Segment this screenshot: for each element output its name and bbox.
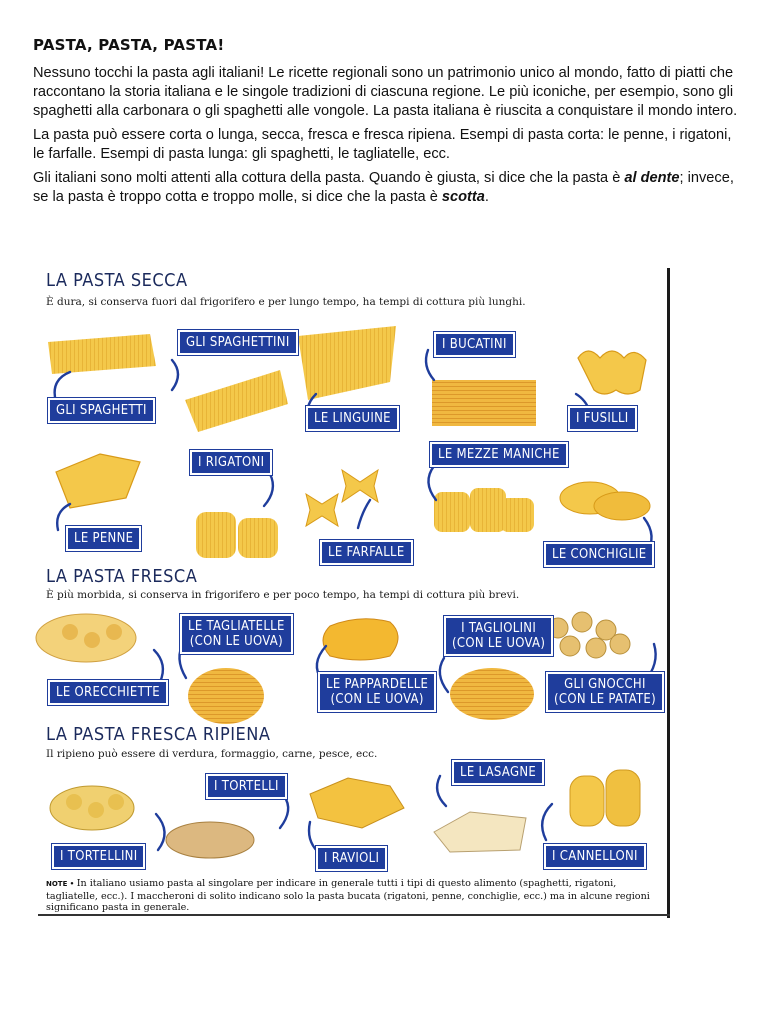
cooking-text-1: Gli italiani sono molti attenti alla cottura della pasta. Quando è giusta, si dice che la pasta è (33, 170, 625, 186)
label-rigatoni: I RIGATONI (190, 450, 272, 475)
arrow-tagliolini (440, 658, 448, 692)
arrow-mezze-maniche (428, 466, 436, 500)
label-fusilli: I FUSILLI (568, 406, 637, 431)
footnote-head: NOTE • (46, 880, 77, 888)
cooking-text-3: . (484, 189, 489, 205)
section-desc-ripiena: Il ripieno può essere di verdura, formaggio, carne, pesce, ecc. (46, 748, 378, 760)
al-dente-term: al dente (624, 170, 680, 186)
label-mezze-maniche: LE MEZZE MANICHE (430, 442, 568, 467)
label-orecchiette: LE ORECCHIETTE (48, 680, 168, 705)
label-tagliatelle (180, 614, 293, 654)
label-gnocchi-line2: (CON LE PATATE) (554, 692, 656, 707)
arrow-spaghettini (172, 360, 178, 390)
scotta-term: scotta (441, 189, 485, 205)
section-desc-secca: È dura, si conserva fuori dal frigorifero e per lungo tempo, ha tempi di cottura più lunghi. (46, 296, 526, 308)
section-title-secca: LA PASTA SECCA (46, 270, 188, 291)
label-tortellini: I TORTELLINI (52, 844, 145, 869)
label-tortelli: I TORTELLI (206, 774, 287, 799)
label-tagliatelle-line1: LE TAGLIATELLE (188, 619, 285, 634)
arrow-tortelli (280, 796, 288, 828)
paragraph-intro: Nessuno tocchi la pasta agli italiani! Le ricette regionali sono un patrimonio unico al mondo, fatto di piatti che raccontano la storia italiana e le singole tradizioni di ciascuna regione. Le più iconiche, per esempio, sono gli spaghetti alla carbonara o gli spaghetti alle vongole. La pasta italiana è riuscita a conquistare il mondo intero. (33, 65, 738, 119)
label-gnocchi (546, 672, 664, 712)
label-tagliolini (444, 616, 553, 656)
label-pappardelle (318, 672, 436, 712)
label-penne: LE PENNE (66, 526, 141, 551)
paragraph-cooking (33, 169, 745, 207)
arrow-tortellini (156, 814, 165, 850)
label-tagliolini-line2: (CON LE UOVA) (452, 636, 546, 651)
page-title: PASTA, PASTA, PASTA! (33, 36, 225, 54)
label-spaghetti: GLI SPAGHETTI (48, 398, 155, 423)
footnote (46, 878, 666, 914)
label-farfalle: LE FARFALLE (320, 540, 413, 565)
label-conchiglie: LE CONCHIGLIE (544, 542, 654, 567)
label-bucatini: I BUCATINI (434, 332, 515, 357)
arrow-cannelloni (542, 804, 552, 840)
label-pappardelle-line2: (CON LE UOVA) (330, 692, 424, 707)
arrow-farfalle (358, 500, 370, 528)
label-pappardelle-line1: LE PAPPARDELLE (326, 677, 429, 692)
arrow-bucatini (426, 350, 434, 380)
label-ravioli: I RAVIOLI (316, 846, 387, 871)
arrow-orecchiette (154, 650, 163, 682)
label-gnocchi-line1: GLI GNOCCHI (564, 677, 646, 692)
label-tagliolini-line1: I TAGLIOLINI (461, 621, 537, 636)
cooking-text-2: ; invece, se la pasta è troppo cotta e troppo molle, si dice che la pasta è (33, 170, 734, 205)
section-desc-fresca: È più morbida, si conserva in frigorifero e per poco tempo, ha tempi di cottura più brevi. (46, 589, 520, 601)
label-linguine: LE LINGUINE (306, 406, 399, 431)
label-spaghettini: GLI SPAGHETTINI (178, 330, 298, 355)
label-cannelloni: I CANNELLONI (544, 844, 646, 869)
section-title-ripiena: LA PASTA FRESCA RIPIENA (46, 724, 271, 745)
arrow-lasagne (437, 776, 446, 806)
pasta-infographic (30, 262, 670, 928)
footnote-text: In italiano usiamo pasta al singolare per indicare in generale tutti i tipi di questo alimento (spaghetti, rigatoni, tagliatelle, ecc.). I maccheroni di solito indicano solo la pasta bucata (rigatoni, penne, conchiglie, ecc.) ma in alcune regioni significano pasta in generale. (46, 878, 650, 913)
document-body (33, 36, 745, 212)
section-title-fresca: LA PASTA FRESCA (46, 566, 198, 587)
arrow-rigatoni (264, 474, 273, 506)
paragraph-types: La pasta può essere corta o lunga, secca, fresca e fresca ripiena. Esempi di pasta corta: le penne, i rigatoni, le farfalle. Esempi di pasta lunga: gli spaghetti, le tagliatelle, ecc. (33, 127, 732, 162)
label-lasagne: LE LASAGNE (452, 760, 544, 785)
label-tagliatelle-line2: (CON LE UOVA) (189, 634, 283, 649)
